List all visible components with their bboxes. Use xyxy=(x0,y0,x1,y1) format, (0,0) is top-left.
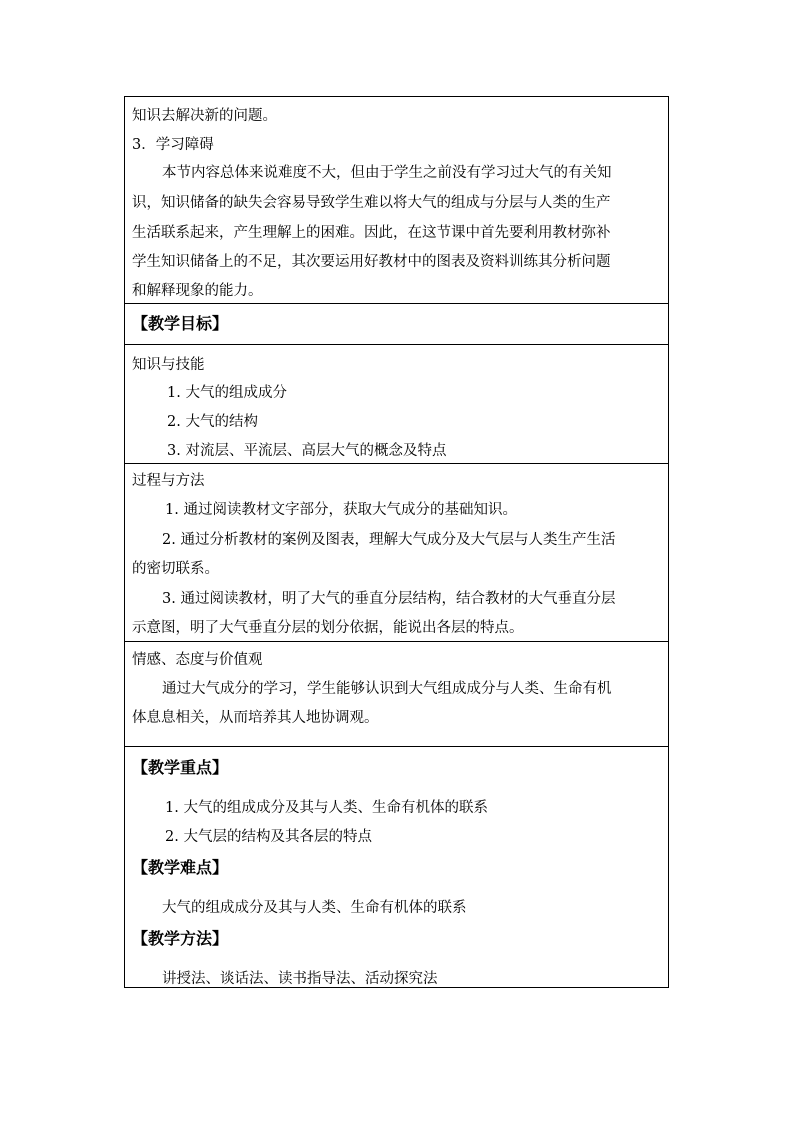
emotion-values-cell xyxy=(125,642,668,747)
obstacles-para-line: 本节内容总体来说难度不大，但由于学生之前没有学习过大气的有关知 xyxy=(162,165,612,181)
knowledge-item: 2. 大气的结构 xyxy=(167,414,258,430)
process-line: 示意图，明了大气垂直分层的划分依据，能说出各层的特点。 xyxy=(132,620,524,636)
difficulties-heading: 【教学难点】 xyxy=(132,858,229,877)
obstacles-para-line: 学生知识储备上的不足，其次要运用好教材中的图表及资料训练其分析问题 xyxy=(132,254,611,270)
obstacles-para-line: 生活联系起来，产生理解上的困难。因此，在这节课中首先要利用教材弥补 xyxy=(132,225,611,241)
objectives-heading-cell xyxy=(125,304,668,345)
objectives-heading: 【教学目标】 xyxy=(132,314,229,333)
obstacles-para-line: 和解释现象的能力。 xyxy=(132,283,263,299)
intro-line: 知识去解决新的问题。 xyxy=(132,108,277,124)
knowledge-skills-title: 知识与技能 xyxy=(132,357,205,373)
process-line: 的密切联系。 xyxy=(132,561,219,577)
knowledge-item: 3. 对流层、平流层、高层大气的概念及特点 xyxy=(167,443,447,459)
knowledge-skills-cell xyxy=(125,345,668,464)
learning-obstacles-cell xyxy=(125,97,668,304)
key-point-item: 1. 大气的组成成分及其与人类、生命有机体的联系 xyxy=(165,800,488,816)
key-points-heading: 【教学重点】 xyxy=(132,758,229,777)
obstacles-para-line: 识，知识储备的缺失会容易导致学生难以将大气的组成与分层与人类的生产 xyxy=(132,195,611,211)
emotion-values-title: 情感、态度与价值观 xyxy=(132,652,263,668)
emotion-line: 体息息相关，从而培养其人地协调观。 xyxy=(132,710,379,726)
obstacles-subheading: 3．学习障碍 xyxy=(132,137,214,153)
methods-text: 讲授法、谈话法、读书指导法、活动探究法 xyxy=(162,971,438,987)
difficulties-text: 大气的组成成分及其与人类、生命有机体的联系 xyxy=(162,900,467,916)
lesson-plan-table xyxy=(124,96,669,988)
key-point-item: 2. 大气层的结构及其各层的特点 xyxy=(165,829,372,845)
methods-heading: 【教学方法】 xyxy=(132,929,229,948)
knowledge-item: 1. 大气的组成成分 xyxy=(167,385,287,401)
process-line: 1. 通过阅读教材文字部分，获取大气成分的基础知识。 xyxy=(165,502,517,518)
process-line: 3. 通过阅读教材，明了大气的垂直分层结构，结合教材的大气垂直分层 xyxy=(162,591,616,607)
process-methods-title: 过程与方法 xyxy=(132,473,205,489)
process-methods-cell xyxy=(125,464,668,642)
emotion-line: 通过大气成分的学习，学生能够认识到大气组成成分与人类、生命有机 xyxy=(162,681,612,697)
process-line: 2. 通过分析教材的案例及图表，理解大气成分及大气层与人类生产生活 xyxy=(162,532,616,548)
key-points-cell xyxy=(125,747,668,987)
